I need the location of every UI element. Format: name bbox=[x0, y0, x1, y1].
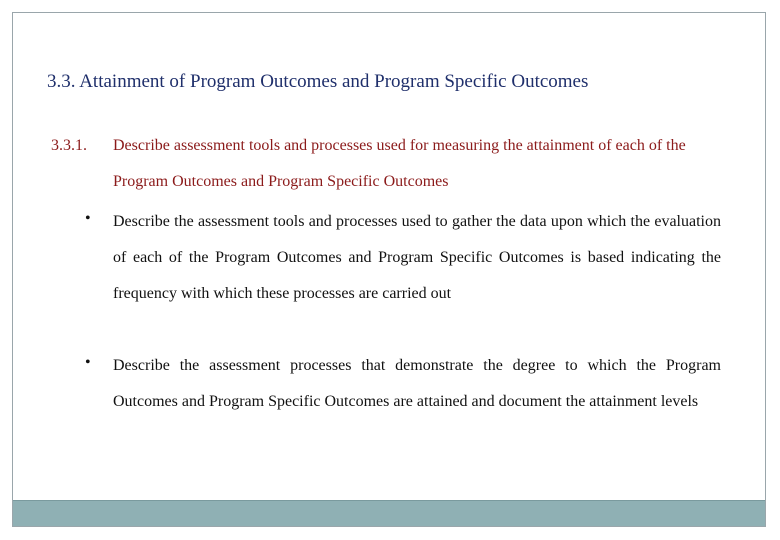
section-text: Describe assessment tools and processes used for measuring the attainment of each of the Program Outcomes and Program Specific Outcomes bbox=[113, 137, 686, 190]
slide bbox=[12, 12, 766, 527]
section-number: 3.3.1. bbox=[51, 137, 87, 154]
bullet-marker: • bbox=[85, 210, 91, 227]
footer-bar bbox=[13, 500, 765, 526]
slide-heading: 3.3. Attainment of Program Outcomes and Program Specific Outcomes bbox=[47, 71, 589, 92]
bullet-text: Describe the assessment processes that demonstrate the degree to which the Program Outcomes and Program Specific Outcomes are attained and document the attainment levels bbox=[113, 357, 721, 410]
bullet-marker: • bbox=[85, 354, 91, 371]
bullet-text: Describe the assessment tools and processes used to gather the data upon which the evaluation of each of the Program Outcomes and Program Specific Outcomes is based indicating the frequency with which these processes are carried out bbox=[113, 213, 721, 302]
